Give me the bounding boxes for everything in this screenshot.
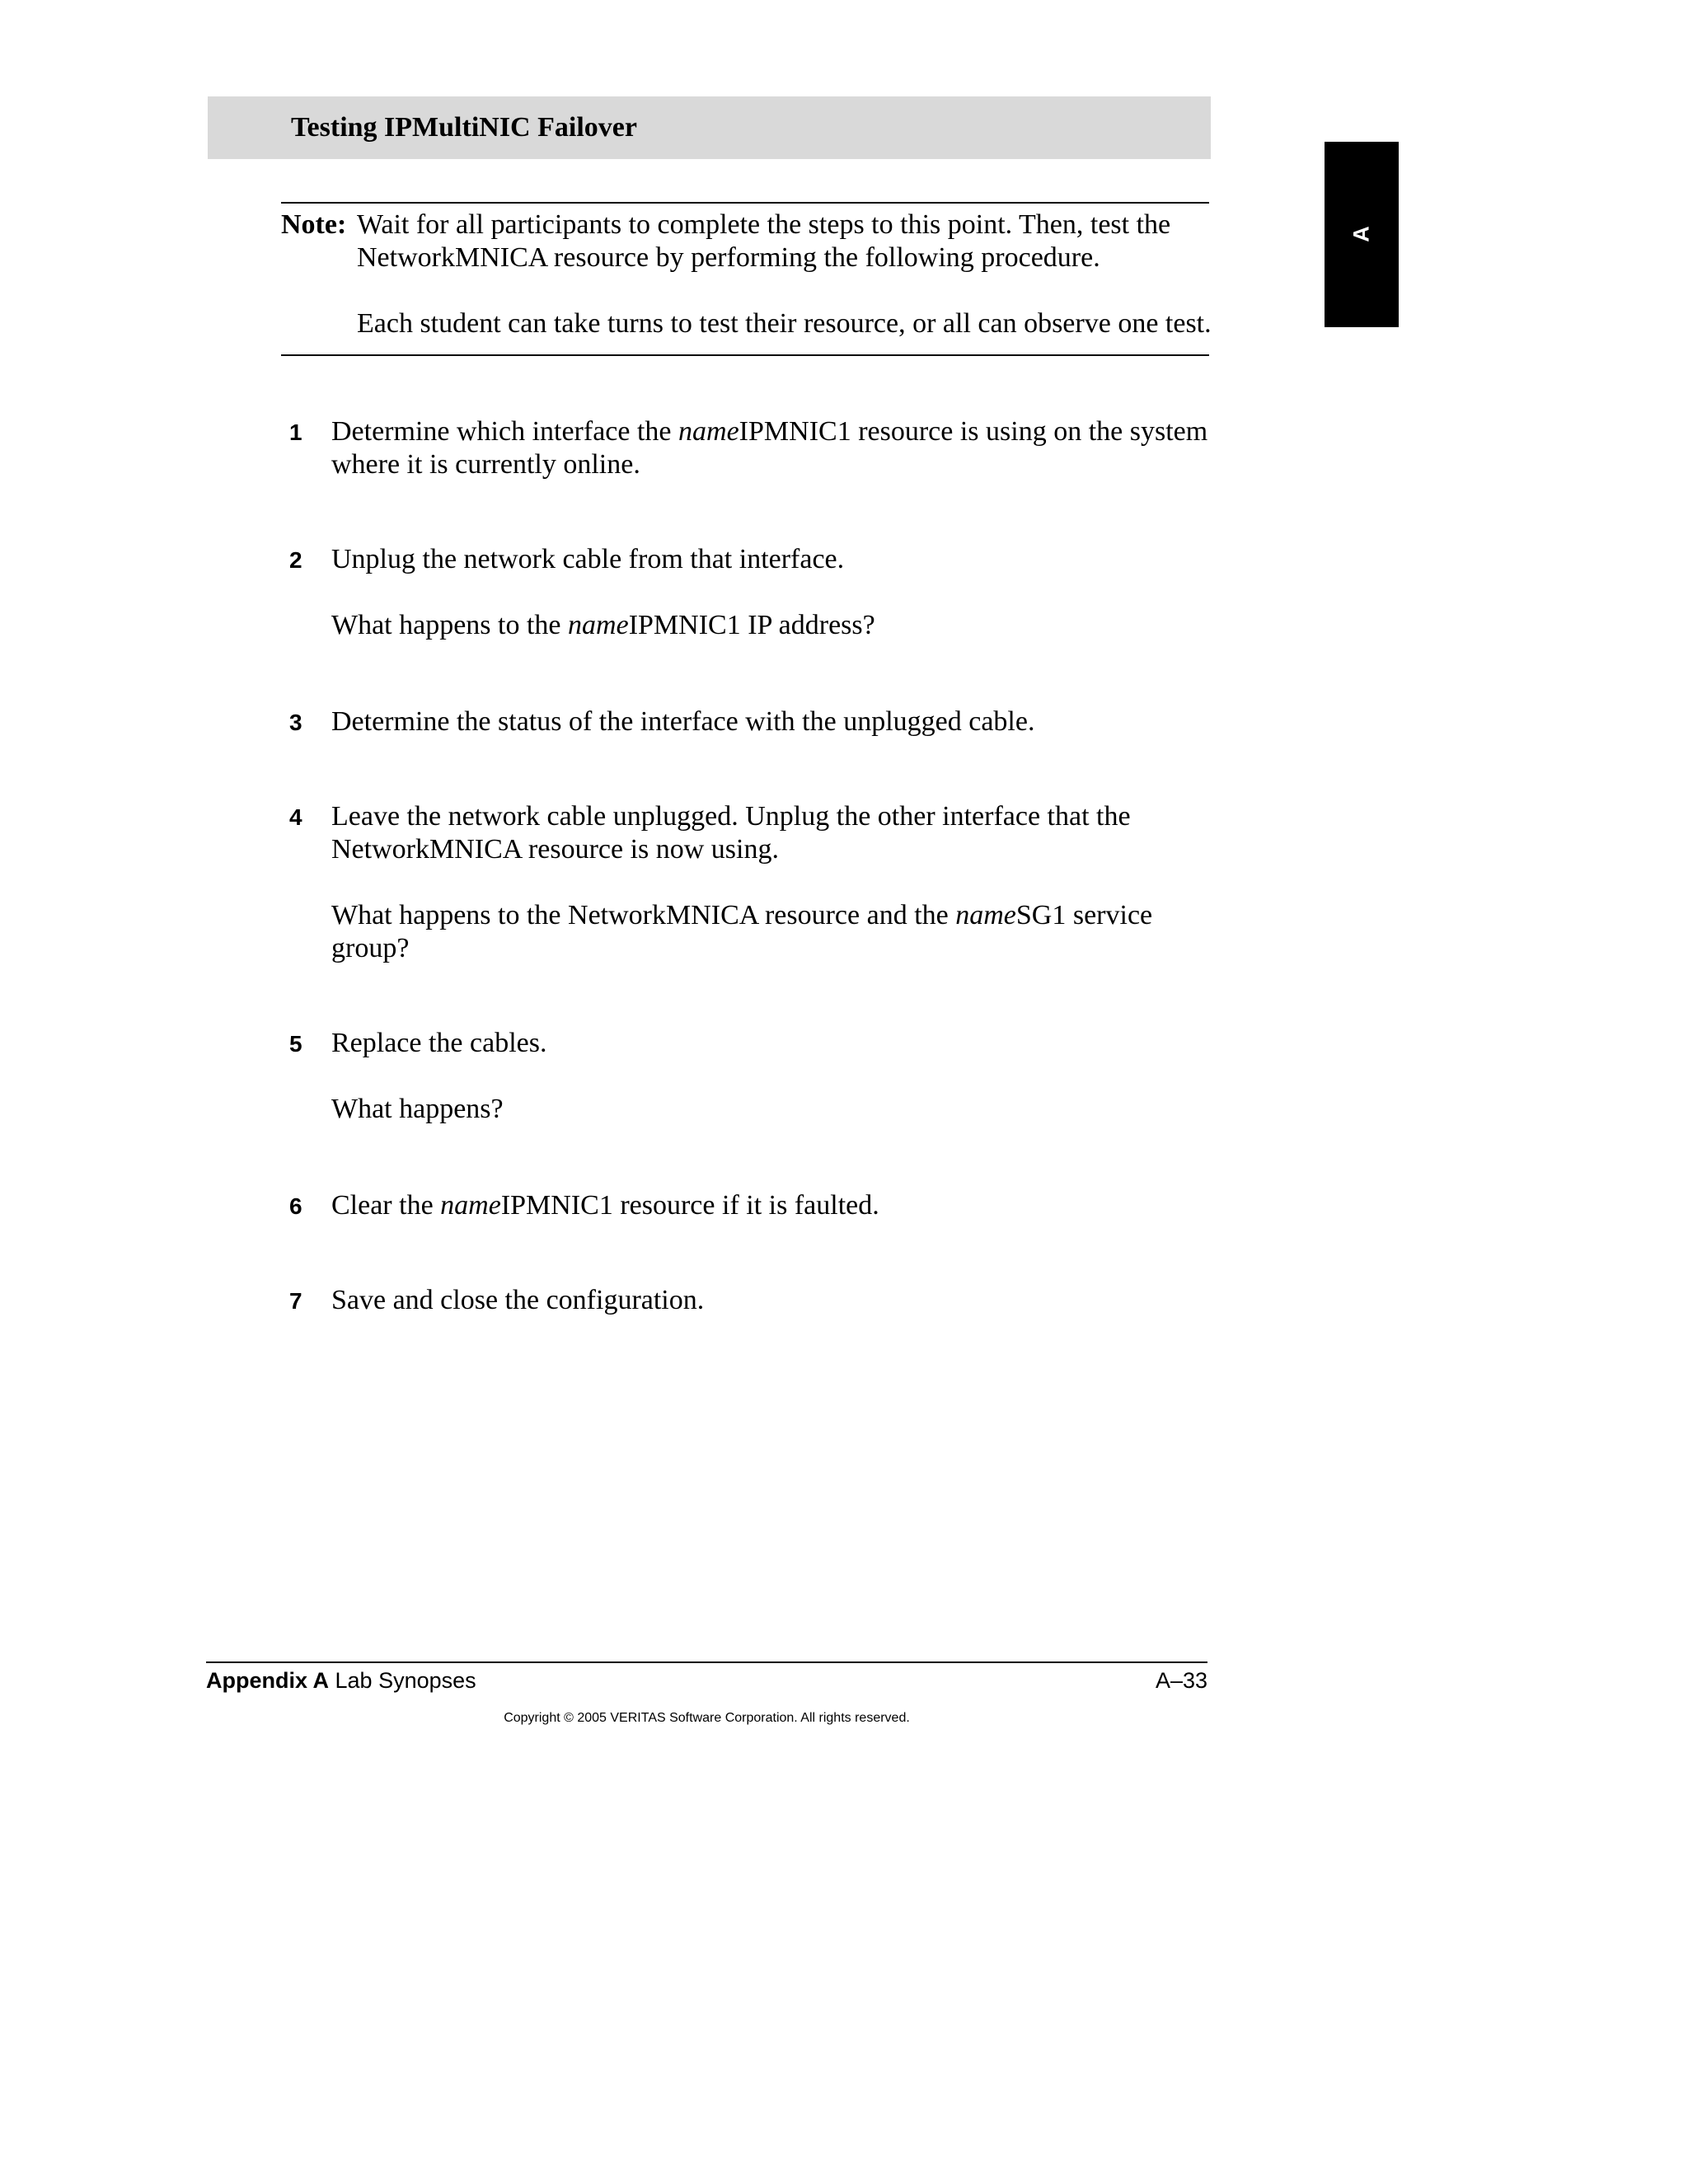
step-body <box>331 705 1213 738</box>
step-number: 3 <box>289 710 302 735</box>
step-number: 2 <box>289 547 302 573</box>
chapter-tab <box>1325 142 1399 327</box>
step-question: What happens? <box>331 1094 504 1124</box>
step-text: Replace the cables. <box>331 1028 547 1058</box>
step-question: What happens to the NetworkMNICA resource and the nameSG1 service group? <box>331 900 1153 963</box>
step-text: Unplug the network cable from that interface. <box>331 544 845 574</box>
footer-rule <box>206 1661 1207 1663</box>
step-body <box>331 1189 1213 1222</box>
step-body <box>331 415 1213 481</box>
step-number: 4 <box>289 804 302 830</box>
footer-appendix-title: Lab Synopses <box>329 1668 476 1693</box>
step-number: 5 <box>289 1031 302 1057</box>
note-line-1: Wait for all participants to complete the steps to this point. Then, test the <box>357 209 1171 240</box>
step-text: Leave the network cable unplugged. Unplug the other interface that the NetworkMNICA resource is now using. <box>331 801 1131 865</box>
step-number: 6 <box>289 1193 302 1219</box>
step-text: Determine the status of the interface with the unplugged cable. <box>331 706 1035 737</box>
section-header-bar <box>208 96 1211 159</box>
note-label: Note: <box>281 209 347 240</box>
step-text: Clear the nameIPMNIC1 resource if it is faulted. <box>331 1190 879 1221</box>
chapter-tab-letter: A <box>1348 226 1374 242</box>
step-number: 7 <box>289 1288 302 1314</box>
note-line-2: NetworkMNICA resource by performing the following procedure. <box>357 242 1100 273</box>
step-number: 1 <box>289 419 302 445</box>
step-body <box>331 543 1213 642</box>
footer-copyright: Copyright © 2005 VERITAS Software Corporation. All rights reserved. <box>504 1711 910 1725</box>
footer-appendix <box>206 1668 476 1693</box>
step-text: Determine which interface the nameIPMNIC1 resource is using on the system where it is currently online. <box>331 416 1208 480</box>
step-text: Save and close the configuration. <box>331 1285 705 1315</box>
step-question: What happens to the nameIPMNIC1 IP address? <box>331 610 875 640</box>
step-body <box>331 800 1213 965</box>
footer-page-number: A–33 <box>1155 1668 1207 1693</box>
note-text <box>357 209 1214 340</box>
step-body <box>331 1027 1213 1126</box>
step-body <box>331 1284 1213 1317</box>
footer-appendix-label: Appendix A <box>206 1668 330 1693</box>
note-box <box>281 202 1212 356</box>
note-line-3: Each student can take turns to test their resource, or all can observe one test. <box>357 308 1212 339</box>
section-title: Testing IPMultiNIC Failover <box>291 112 637 143</box>
